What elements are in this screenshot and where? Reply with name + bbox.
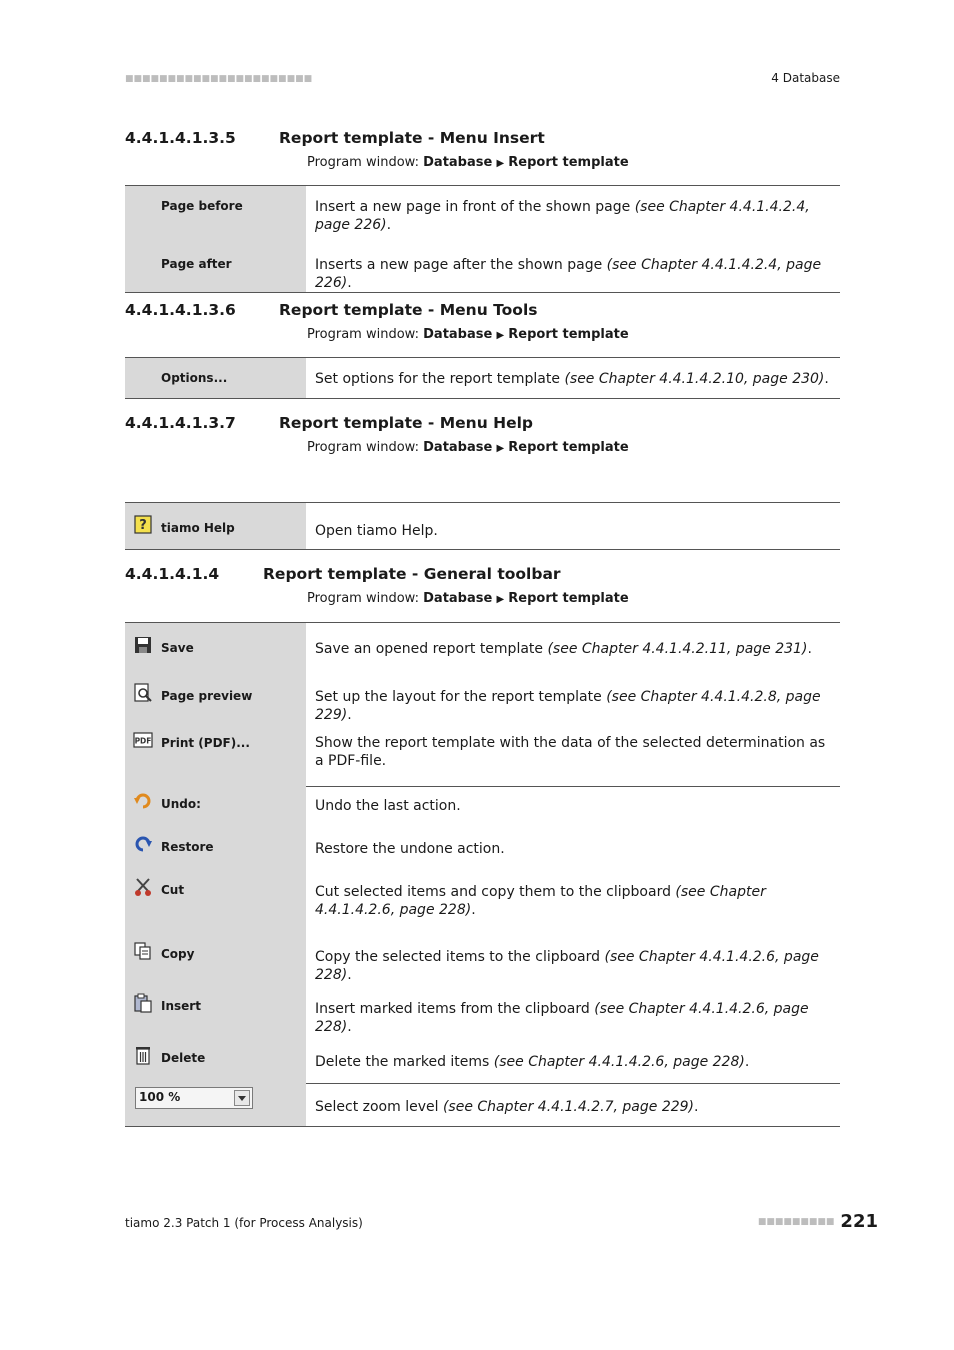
page-preview-icon xyxy=(133,683,153,703)
table-row: Save Save an opened report template (see Chapter 4.4.1.4.2.11, page 231). xyxy=(125,623,840,672)
option-name: Restore xyxy=(161,840,214,854)
section-title: Report template - General toolbar xyxy=(263,565,561,583)
table-row xyxy=(125,503,840,550)
section-number: 4.4.1.4.1.3.6 xyxy=(125,301,236,319)
chapter-reference: (see Chapter 4.4.1.4.2.6, page 228) xyxy=(315,1001,809,1035)
program-window-path: Program window: Database ▶ Report template xyxy=(307,591,629,606)
page-number: 221 xyxy=(840,1211,878,1232)
option-name: Cut xyxy=(161,883,185,897)
table-row: Options... Set options for the report template (see Chapter 4.4.1.4.2.10, page 230). xyxy=(125,358,840,399)
footer-dots: ■■■■■■■■■ xyxy=(757,1216,835,1227)
option-description: Set up the layout for the report template xyxy=(315,688,607,705)
toolbar-table-file xyxy=(125,622,840,787)
chapter-reference: (see Chapter 4.4.1.4.2.7, page 229) xyxy=(442,1099,695,1115)
option-description: Copy the selected items to the clipboard xyxy=(315,949,605,965)
table-row xyxy=(125,826,840,868)
program-window-path: Program window: Database ▶ Report template xyxy=(307,327,629,342)
paste-icon xyxy=(133,993,153,1013)
menu-insert-table xyxy=(125,185,840,293)
option-name: Copy xyxy=(161,947,195,961)
trash-icon xyxy=(133,1045,153,1065)
section-title: Report template - Menu Tools xyxy=(279,301,538,319)
option-name: Options... xyxy=(161,371,228,385)
option-name: Insert xyxy=(161,999,201,1013)
section-heading xyxy=(125,301,840,319)
undo-icon xyxy=(133,791,153,811)
chapter-reference: (see Chapter 4.4.1.4.2.6, page 228) xyxy=(315,949,819,983)
option-name: Page preview xyxy=(161,688,253,703)
section-number: 4.4.1.4.1.4 xyxy=(125,565,220,583)
option-name: Page before xyxy=(161,199,243,213)
save-icon xyxy=(133,635,153,655)
table-row: Cut Cut selected items and copy them to the clipboard (see Chapter 4.4.1.4.2.6, page 228). xyxy=(125,868,840,932)
section-heading xyxy=(125,414,840,432)
option-description: Insert marked items from the clipboard xyxy=(315,1001,595,1017)
program-window-path: Program window: Database ▶ Report template xyxy=(307,440,629,455)
path-arrow-icon: ▶ xyxy=(496,594,505,605)
option-description: Select zoom level xyxy=(315,1099,443,1115)
option-description: Inserts a new page after the shown page xyxy=(315,256,607,273)
section-title: Report template - Menu Help xyxy=(279,414,534,432)
section-heading xyxy=(125,129,840,147)
option-description: Save an opened report template xyxy=(315,641,548,657)
redo-icon xyxy=(133,834,153,854)
option-description: Show the report template with the data of the selected determination as a PDF-file. xyxy=(315,734,826,769)
table-row xyxy=(125,781,840,826)
copy-icon xyxy=(133,941,153,961)
svg-text:?: ? xyxy=(139,518,147,533)
menu-help-table xyxy=(125,502,840,550)
table-row: Page after Inserts a new page after the shown page (see Chapter 4.4.1.4.2.4, page 226). xyxy=(125,244,840,293)
chevron-down-icon[interactable] xyxy=(234,1090,250,1106)
option-description: Set options for the report template xyxy=(315,371,565,387)
table-row: Insert Insert marked items from the clipboard (see Chapter 4.4.1.4.2.6, page 228). xyxy=(125,984,840,1036)
chapter-reference: (see Chapter 4.4.1.4.2.10, page 230) xyxy=(564,371,825,387)
toolbar-table-edit xyxy=(125,781,840,1084)
path-arrow-icon: ▶ xyxy=(496,443,505,454)
chapter-reference: (see Chapter 4.4.1.4.2.6, page 228) xyxy=(315,884,766,918)
option-description: Open tiamo Help. xyxy=(315,523,438,539)
path-arrow-icon: ▶ xyxy=(496,330,505,341)
table-row xyxy=(125,724,840,787)
table-row: Page before Insert a new page in front of the shown page (see Chapter 4.4.1.4.2.4, page 226). xyxy=(125,186,840,244)
section-menu-tools xyxy=(125,301,840,342)
option-name: Page after xyxy=(161,256,232,271)
table-row: Delete Delete the marked items (see Chapter 4.4.1.4.2.6, page 228). xyxy=(125,1036,840,1083)
section-menu-help xyxy=(125,414,840,455)
table-row: 100 % Select zoom level (see Chapter 4.4.1.4.2.7, page 229). xyxy=(125,1075,840,1126)
chapter-reference: (see Chapter 4.4.1.4.2.4, page 226) xyxy=(315,199,810,233)
scissors-icon xyxy=(133,877,153,897)
menu-tools-table xyxy=(125,357,840,399)
svg-text:PDF: PDF xyxy=(134,736,152,745)
help-icon xyxy=(133,515,153,535)
option-name: Delete xyxy=(161,1051,206,1065)
toolbar-table-zoom xyxy=(125,1075,840,1127)
zoom-level-select[interactable] xyxy=(135,1087,253,1109)
option-name: Undo: xyxy=(161,797,201,811)
footer-product: tiamo 2.3 Patch 1 (for Process Analysis) xyxy=(125,1216,363,1230)
section-number: 4.4.1.4.1.3.5 xyxy=(125,129,236,147)
path-arrow-icon: ▶ xyxy=(496,158,505,169)
option-description: Undo the last action. xyxy=(315,798,461,814)
table-row: Page preview Set up the layout for the report template (see Chapter 4.4.1.4.2.8, page 229). xyxy=(125,672,840,724)
option-name: tiamo Help xyxy=(161,521,235,535)
chapter-reference: (see Chapter 4.4.1.4.2.8, page 229) xyxy=(315,688,821,723)
section-menu-insert xyxy=(125,129,840,170)
option-description: Cut selected items and copy them to the clipboard xyxy=(315,884,676,900)
option-description: Restore the undone action. xyxy=(315,841,505,857)
header-dots: ■■■■■■■■■■■■■■■■■■■■■■ xyxy=(125,74,313,84)
section-general-toolbar xyxy=(125,565,840,606)
option-name: Print (PDF)... xyxy=(161,735,250,750)
program-window-path: Program window: Database ▶ Report template xyxy=(307,155,629,170)
chapter-reference: (see Chapter 4.4.1.4.2.11, page 231) xyxy=(547,641,808,657)
zoom-value: 100 % xyxy=(139,1090,181,1104)
option-description: Insert a new page in front of the shown page xyxy=(315,199,635,215)
section-heading xyxy=(125,565,840,583)
section-number: 4.4.1.4.1.3.7 xyxy=(125,414,236,432)
section-title: Report template - Menu Insert xyxy=(279,129,545,147)
chapter-reference: (see Chapter 4.4.1.4.2.4, page 226) xyxy=(315,256,822,291)
option-name: Save xyxy=(161,641,194,655)
header-chapter: 4 Database xyxy=(771,71,840,85)
table-row: Copy Copy the selected items to the clipboard (see Chapter 4.4.1.4.2.6, page 228). xyxy=(125,932,840,984)
footer-page-number xyxy=(758,1211,878,1232)
pdf-icon xyxy=(133,730,153,750)
option-description: Delete the marked items xyxy=(315,1054,494,1070)
chapter-reference: (see Chapter 4.4.1.4.2.6, page 228) xyxy=(493,1054,745,1070)
